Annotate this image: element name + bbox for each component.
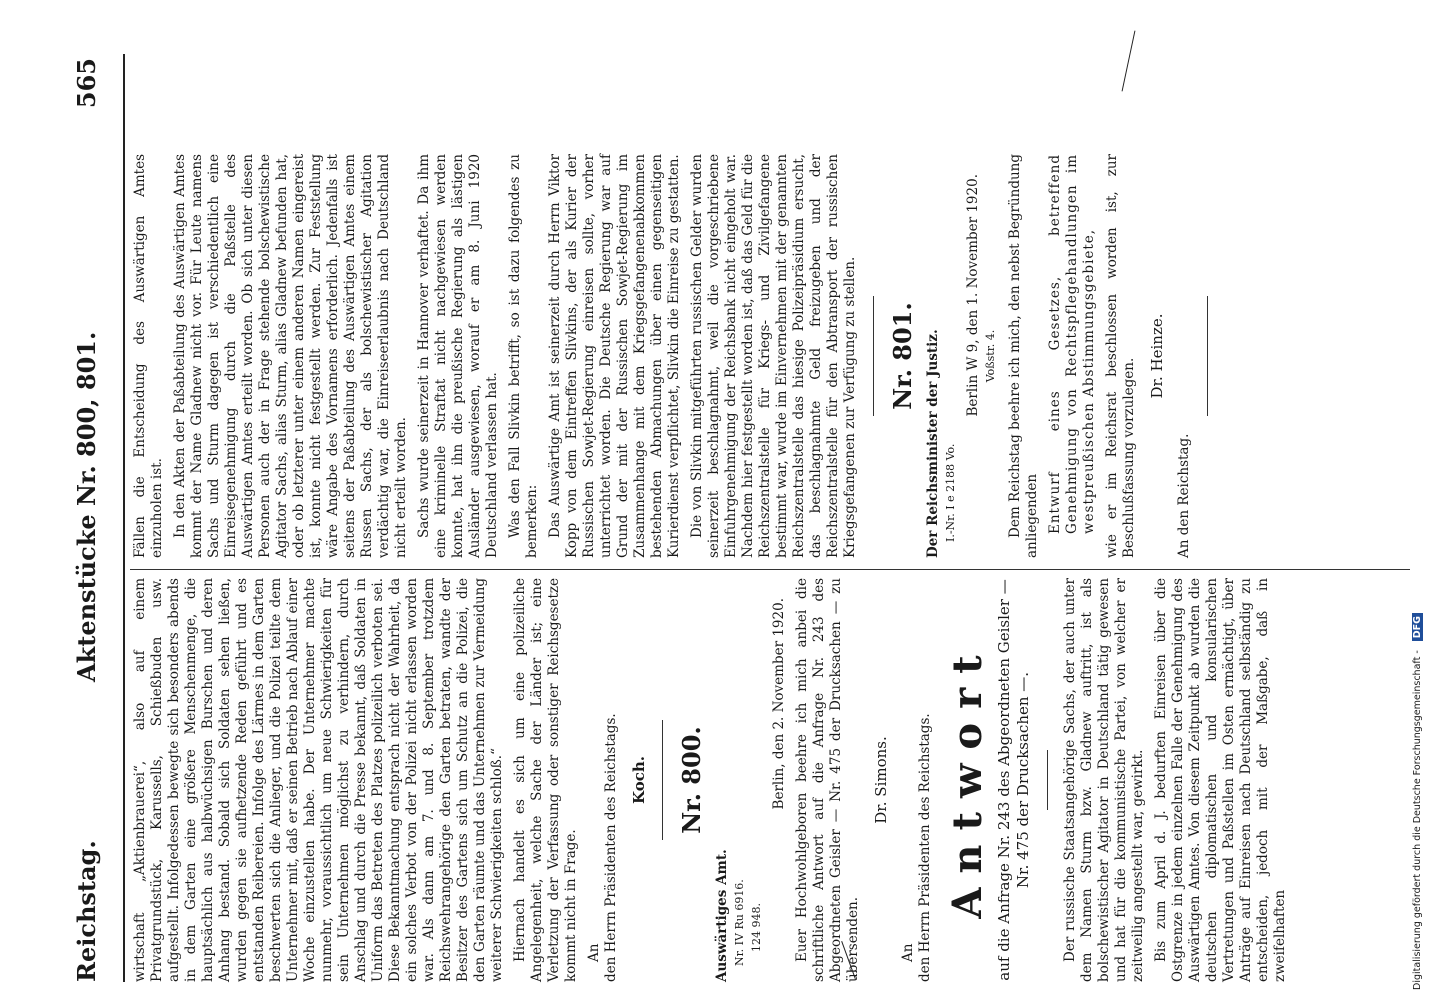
paragraph: Die von Slivkin mitgeführten russischen Gelder wurden seinerzeit beschlagnahmt, weil die vorgeschriebene Einfuhrgenehmigung der Reichsbank nicht eingeholt war. Nachdem hier festgestellt worden ist, daß das Geld für die Reichszentralstelle für Kriegs- und Zivilgefangene bestimmt war, wurde im Einvernehmen mit der genannten Reichszentralstelle das hiesige Polizeipräsidium ersucht, das beschlagnahmte Geld freizugeben und der Reichszentralstelle für den Abtransport der russischen Kriegsgefangenen zur Verfügung zu stellen. (689, 154, 858, 558)
paragraph: In den Akten der Paßabteilung des Auswärtigen Amtes kommt der Name Gladnew nicht vor. Für Leute namens Sachs und Sturm dagegen ist verschiedentlich eine Einreisegenehmigung durch die Paßstelle des Auswärtigen Amtes erteilt worden. Ob sich unter diesen Personen auch der in Frage stehende bolschewistische Agitator Sachs, alias Sturm, alias Gladnew befunden hat, oder ob letzterer unter einem anderen Namen eingereist ist, konnte nicht festgestellt werden. Zur Feststellung wäre Angabe des Vornamens erforderlich. Jedenfalls ist seitens der Paßabteilung des Auswärtigen Amtes einem Russen Sachs, der als bolschewistischer Agitation verdächtig war, die Einreiseerlaubnis nach Deutschland nicht erteilt worden. (172, 154, 409, 558)
digitization-note (1412, 10, 1434, 990)
date-subline: Voßstr. 4. (984, 329, 997, 383)
document-number: Nr. 800. (677, 726, 706, 834)
paragraph: Bis zum April d. J. bedurften Einreisen über die Ostgrenze in jedem einzelnen Falle der Genehmigung des Auswärtigen Amtes. Von diesem Zeitpunkt ab wurden die deutschen diplomatischen und konsularischen Vertretungen und Paßstellen im Osten ermächtigt, über Anträge auf Einreisen nach Deutschland selbständig zu entscheiden, jedoch mit der Maßgabe, daß in zweifelhaften (1153, 578, 1288, 982)
letter-text: wie er im Reichsrat beschlossen worden ist, zur Beschlußfassung vorzulegen. (1104, 154, 1137, 558)
reference: 124 948. (750, 903, 763, 952)
page-number: 565 (72, 58, 101, 109)
bill-title: Entwurf eines Gesetzes, betreffend Genehmigung von Rechtspflegehandlungen im westpreußischen Abstimmungsgebiete, (1047, 154, 1097, 534)
header-title: Aktenstücke Nr. 800, 801. (72, 331, 101, 682)
date-line: Berlin W 9, den 1. November 1920. (965, 174, 981, 417)
rotated-page-content (60, 54, 1426, 982)
date-line: Berlin, den 2. November 1920. (771, 598, 787, 810)
address-line: An (586, 943, 602, 962)
paragraph: Der russische Staatsangehörige Sachs, der auch unter dem Namen Sturm bzw. Gladnew auftritt, ist als bolschewistischer Agitator in Deutschland tätig gewesen und hat für die kommunistische Partei, von welcher er zeitweilig angestellt war, gewirkt. (1062, 578, 1146, 982)
letter-text: Euer Hochwohlgeboren beehre ich mich anbei die schriftliche Antwort auf die Anfrage Nr. 243 des Abgeordneten Geisler — Nr. 475 der Drucksachen — zu übersenden. (794, 578, 861, 982)
header-rule (123, 54, 125, 982)
divider (873, 296, 874, 416)
signature: Dr. Heinze. (1148, 313, 1166, 399)
answer-title: Antwort (944, 641, 991, 919)
document-number: Nr. 801. (888, 302, 917, 410)
divider (1207, 296, 1208, 416)
left-column (132, 578, 1434, 982)
right-column (132, 154, 1434, 558)
office-name: Auswärtiges Amt. (714, 849, 730, 982)
office-name: Der Reichsminister der Justiz. (925, 329, 941, 558)
dfg-logo: DFG (1412, 613, 1423, 641)
paragraph: Hiernach handelt es sich um eine polizeiliche Angelegenheit, welche Sache der Länder ist; eine Verletzung der Verfassung oder sonstiger Reichsgesetze kommt nicht in Frage. (512, 578, 579, 982)
divider (662, 720, 663, 840)
signature: Dr. Simons. (872, 736, 890, 824)
scanned-page (60, 54, 1426, 982)
address-line: An (900, 943, 916, 962)
paragraph: Fällen die Entscheidung des Auswärtigen Amtes einzuholen ist. (132, 154, 165, 558)
reference: I.-Nr. I e 2188 Vo. (944, 443, 957, 542)
address-line: den Herrn Präsidenten des Reichstags. (603, 713, 619, 982)
paragraph: Das Auswärtige Amt ist seinerzeit durch Herrn Viktor Kopp von dem Eintreffen Slivkins, der als Kurier der Russischen Sowjet-Regierung einreisen sollte, vorher unterrichtet worden. Die Deutsche Regierung war auf Grund der mit der Russischen Sowjet-Regierung im Zusammenhange mit dem Kriegsgefangenenabkommen bestehenden Abmachungen über einen gegenseitigen Kurierdienst verpflichtet, Slivkin die Einreise zu gestatten. (547, 154, 682, 558)
reference: Nr. IV Ru 6916. (733, 879, 746, 966)
address-line: An den Reichstag. (1176, 433, 1192, 558)
address-line: den Herrn Präsidenten des Reichstags. (917, 713, 933, 982)
paragraph: wirtschaft „Aktienbrauerei“, also auf einem Privatgrundstück, Karussells, Schießbuden usw. aufgestellt. Infolgedessen bewegte sich besonders abends in dem Garten eine größere Menschenmenge, die hauptsächlich aus halbwüchsigen Burschen und deren Anhang bestand. Sobald sich Soldaten sehen ließen, wurden gegen sie aufhetzende Reden geführt und es entstanden Reibereien. Infolge des Lärmes in dem Garten beschwerten sich die Anlieger, und die Polizei teilte dem Unternehmer mit, daß er seinen Betrieb nach Ablauf einer Woche einzustellen habe. Der Unternehmer machte nunmehr, voraussichtlich um neue Schwierigkeiten für sein Unternehmen möglichst zu verhindern, durch Anschlag und durch die Presse bekannt, daß Soldaten in Uniform das Betreten des Platzes polizeilich verboten sei. Diese Bekanntmachung entsprach nicht der Wahrheit, da ein solches Verbot von der Polizei nicht erlassen worden war. Als dann am 7. und 8. September trotzdem Reichswehrangehörige den Garten betraten, wandte der Besitzer des Gartens sich um Schutz an die Polizei, die den Garten räumte und das Unternehmen zur Vermeidung weiterer Schwierigkeiten schloß.“ (132, 578, 505, 982)
header-left: Reichstag. (72, 840, 101, 982)
signature: Koch. (630, 756, 648, 804)
page-header (60, 54, 116, 982)
paragraph: Was den Fall Slivkin betrifft, so ist dazu folgendes zu bemerken: (507, 154, 540, 558)
divider (1047, 750, 1048, 810)
column-divider (130, 569, 1410, 570)
funding-note-text: Digitalisierung gefördert durch die Deutsche Forschungsgemeinschaft - (1412, 650, 1423, 990)
letter-text: Dem Reichstag beehre ich mich, den nebst Begründung anliegenden (1007, 154, 1040, 558)
answer-subtitle: auf die Anfrage Nr. 243 des Abgeordneten Geisler — Nr. 475 der Drucksachen —. (995, 579, 1032, 981)
paragraph: Sachs wurde seinerzeit in Hannover verhaftet. Da ihm eine kriminelle Straftat nicht nachgewiesen werden konnte, hat ihn die preußische Regierung als lästigen Ausländer ausgewiesen, worauf er am 8. Juni 1920 Deutschland verlassen hat. (416, 154, 500, 558)
